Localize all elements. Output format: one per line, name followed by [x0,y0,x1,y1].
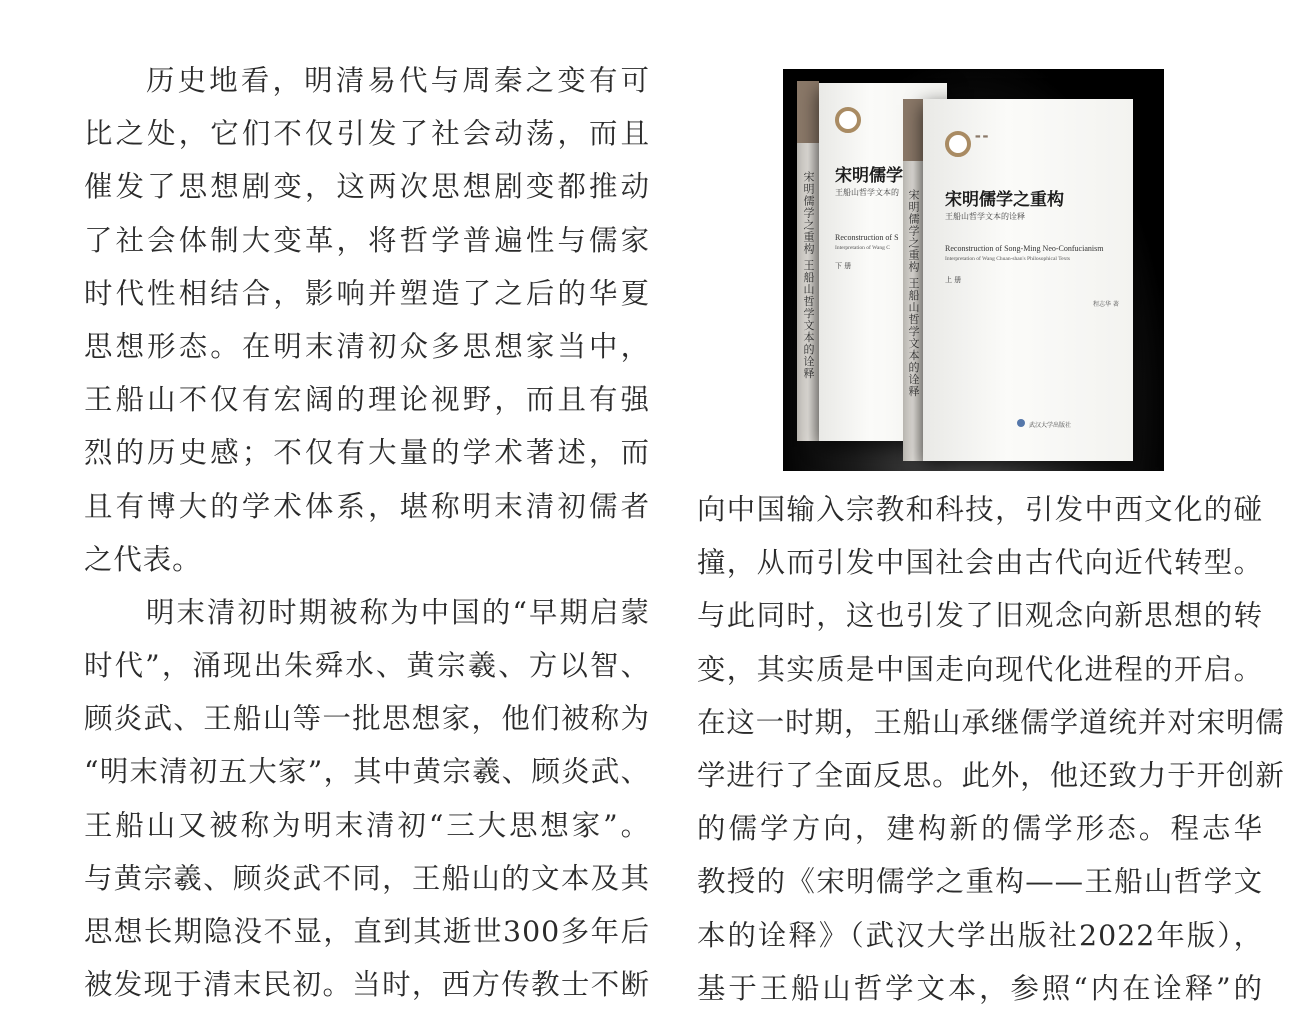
front-book-spine [903,99,923,461]
front-book-title: 宋明儒学之重构 [945,190,1064,210]
left-column-line: 顾炎武、王船山等一批思想家，他们被称为 [84,702,650,736]
right-column-line: 学进行了全面反思。此外，他还致力于开创新 [697,758,1285,792]
back-book-logo [835,107,861,133]
left-column-line: 时代”，涌现出朱舜水、黄宗羲、方以智、 [84,649,650,683]
front-book-cover [923,99,1133,461]
front-book-subtitle: 王船山哲学文本的诠释 [945,212,1025,221]
left-column-line: “明末清初五大家”，其中黄宗羲、顾炎武、 [84,755,650,789]
back-book-volume: 下 册 [835,262,852,270]
right-column-line: 本的诠释》（武汉大学出版社2022年版）， [697,918,1263,952]
back-book-title: 宋明儒学 [835,166,903,186]
front-book-logo [945,131,971,157]
front-book-volume: 上 册 [945,276,962,284]
back-book-english-subtitle: Interpretation of Wang C [835,245,890,251]
left-column-line: 思想长期隐没不显，直到其逝世300多年后 [84,915,650,948]
front-book-publisher: 武汉大学出版社 [1029,422,1072,429]
right-column-line: 在这一时期，王船山承继儒学道统并对宋明儒 [697,705,1285,739]
left-column-line: 且有博大的学术体系，堪称明末清初儒者 [84,489,650,523]
left-column-line: 之代表。 [84,542,202,576]
left-column-line: 与黄宗羲、顾炎武不同，王船山的文本及其 [84,861,650,895]
left-column-line: 烈的历史感；不仅有大量的学术著述，而 [84,436,650,470]
right-text-column [697,483,1285,1015]
front-book-english-title: Reconstruction of Song-Ming Neo-Confucianism [945,244,1104,253]
left-column-line: 思想形态。在明末清初众多思想家当中， [84,329,650,363]
left-column-line: 被发现于清末民初。当时，西方传教士不断 [84,968,650,1002]
right-column-line: 撞，从而引发中国社会由古代向近代转型。 [697,546,1263,580]
front-book-series-mark: ▬ ▬ [975,133,989,140]
back-book-english-title: Reconstruction of S [835,233,899,242]
back-spine-text: 宋明儒学之重构 王船山哲学文本的诠释 [802,171,815,380]
left-column-line: 催发了思想剧变，这两次思想剧变都推动 [84,170,650,204]
left-column-line: 明末清初时期被称为中国的“早期启蒙 [146,595,650,629]
left-column-line: 了社会体制大变革，将哲学普遍性与儒家 [84,223,650,257]
back-book-subtitle: 王船山哲学文本的 [835,188,899,197]
right-column-line: 向中国输入宗教和科技，引发中西文化的碰 [697,493,1263,526]
front-book-english-subtitle: Interpretation of Wang Chuan-shan's Philosophical Texts [945,256,1071,262]
left-text-column [84,54,650,1011]
left-column-line: 比之处，它们不仅引发了社会动荡，而且 [84,117,650,151]
front-spine-text: 宋明儒学之重构 王船山哲学文本的诠释 [907,189,920,398]
right-column-line: 教授的《宋明儒学之重构——王船山哲学文 [697,865,1263,899]
right-column-line: 与此同时，这也引发了旧观念向新思想的转 [697,599,1263,633]
left-column-line: 王船山不仅有宏阔的理论视野，而且有强 [84,383,650,417]
front-book-author: 程志华 著 [1093,301,1119,308]
left-column-line: 历史地看，明清易代与周秦之变有可 [146,64,650,97]
right-column-line: 变，其实质是中国走向现代化进程的开启。 [697,652,1263,686]
right-column-line: 基于王船山哲学文本，参照“内在诠释”的 [697,971,1263,1005]
back-book-spine [797,81,819,441]
left-column-line: 王船山又被称为明末清初“三大思想家”。 [84,808,650,842]
right-column-line: 的儒学方向，建构新的儒学形态。程志华 [697,812,1263,846]
publisher-logo-icon [1017,419,1025,427]
left-column-line: 时代性相结合，影响并塑造了之后的华夏 [84,276,650,310]
book-cover-photo [783,69,1164,471]
